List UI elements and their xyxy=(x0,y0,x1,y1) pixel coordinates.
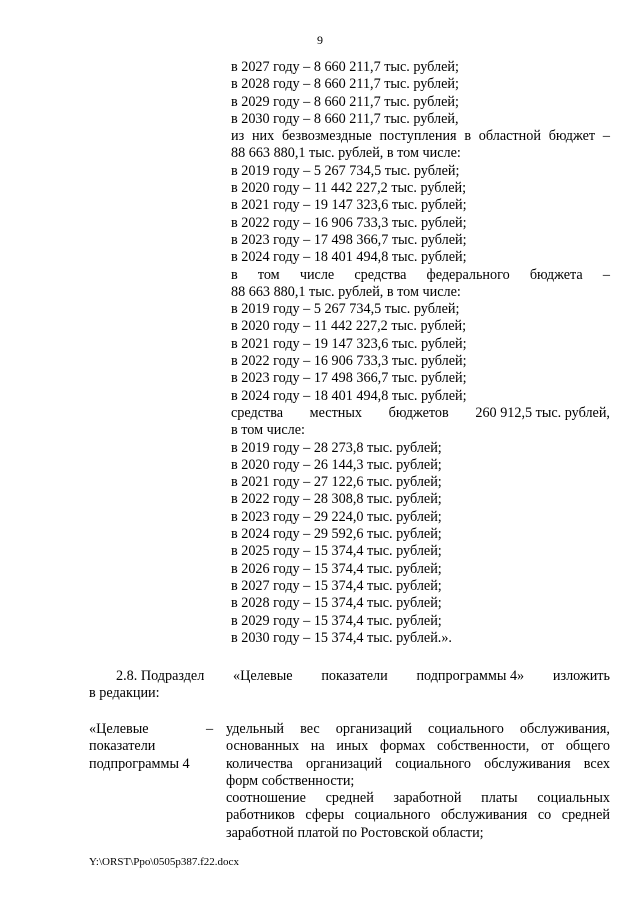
federal-total: 88 663 880,1 тыс. рублей, в том числе: xyxy=(231,283,461,300)
word: средства xyxy=(231,404,284,421)
word: собственности, xyxy=(437,738,530,755)
word: организаций xyxy=(305,755,383,772)
word: количества xyxy=(226,755,293,772)
year-line: в 2027 году – 8 660 211,7 тыс. рублей; xyxy=(231,59,459,75)
word: основанных xyxy=(226,738,300,755)
word: платы xyxy=(481,790,518,807)
word: – xyxy=(602,128,610,145)
year-line: в 2024 году – 29 592,6 тыс. рублей; xyxy=(231,526,442,543)
word: обслуживания, xyxy=(519,721,610,737)
word: на xyxy=(310,738,325,755)
section-first-line xyxy=(89,668,610,685)
word: от xyxy=(541,738,555,755)
word: социального xyxy=(395,755,471,772)
word: сферы xyxy=(305,807,344,824)
word: вес xyxy=(300,721,320,737)
word: социального xyxy=(354,807,431,824)
word: в xyxy=(231,266,238,283)
word: средней xyxy=(325,790,374,807)
word: социального xyxy=(428,721,504,737)
year-line: в 2030 году – 8 660 211,7 тыс. рублей, xyxy=(231,110,459,127)
word: общего xyxy=(565,738,610,755)
target-2-last-line: заработной платой по Ростовской области; xyxy=(226,824,484,841)
section-second-line: в редакции: xyxy=(89,685,160,702)
label-line: «Целевые xyxy=(89,721,149,737)
local-heading xyxy=(231,405,610,422)
label-line: показатели xyxy=(89,738,156,755)
year-line: в 2019 году – 28 273,8 тыс. рублей; xyxy=(231,439,442,456)
word: со xyxy=(537,807,552,824)
word: работников xyxy=(226,807,295,824)
word: безвозмездные xyxy=(282,128,372,145)
funding-column xyxy=(231,59,610,647)
word: местных xyxy=(309,404,363,421)
targets-dash: – xyxy=(206,721,214,737)
year-line: в 2021 году – 19 147 323,6 тыс. рублей; xyxy=(231,335,467,352)
label-line: подпрограммы 4 xyxy=(89,755,190,772)
word: в xyxy=(464,128,472,145)
year-line: в 2021 году – 19 147 323,6 тыс. рублей; xyxy=(231,197,467,214)
word: бюджетов xyxy=(388,404,449,421)
word: подпрограммы 4» xyxy=(416,668,525,684)
word: организаций xyxy=(335,721,412,737)
target-1-last-line: форм собственности; xyxy=(226,772,355,789)
word: изложить xyxy=(552,668,610,684)
year-line: в 2028 году – 8 660 211,7 тыс. рублей; xyxy=(231,76,459,93)
word: средней xyxy=(561,807,610,824)
year-line: в 2021 году – 27 122,6 тыс. рублей; xyxy=(231,474,442,491)
word: 2.8. Подраздел xyxy=(116,668,205,684)
word: социальных xyxy=(537,790,610,807)
year-line: в 2025 году – 15 374,4 тыс. рублей; xyxy=(231,543,442,560)
word: обслуживания xyxy=(484,755,571,772)
word: соотношение xyxy=(226,790,306,807)
year-line: в 2023 году – 17 498 366,7 тыс. рублей; xyxy=(231,231,467,248)
word: «Целевые xyxy=(233,668,293,684)
target-2-line xyxy=(226,807,610,824)
federal-heading xyxy=(231,267,610,284)
target-1-line xyxy=(226,721,610,738)
year-line: в 2029 году – 15 374,4 тыс. рублей; xyxy=(231,612,442,629)
year-line: в 2029 году – 8 660 211,7 тыс. рублей; xyxy=(231,93,459,110)
word: том xyxy=(257,266,280,283)
word: числе xyxy=(299,266,335,283)
target-1-line xyxy=(226,738,610,755)
word: заработной xyxy=(393,790,462,807)
year-line: в 2019 году – 5 267 734,5 тыс. рублей; xyxy=(231,162,460,179)
gratuitous-heading xyxy=(231,128,610,145)
word: иных xyxy=(336,738,369,755)
word: – xyxy=(602,266,610,283)
year-line: в 2022 году – 16 906 733,3 тыс. рублей; xyxy=(231,353,467,370)
year-line: в 2024 году – 18 401 494,8 тыс. рублей; xyxy=(231,249,467,266)
target-1-line xyxy=(226,756,610,773)
word: удельный xyxy=(226,721,284,737)
file-path-footer: Y:\ORST\Ppo\0505p387.f22.docx xyxy=(89,856,239,868)
year-line: в 2022 году – 28 308,8 тыс. рублей; xyxy=(231,491,442,508)
word: 260 912,5 тыс. рублей, xyxy=(475,404,610,421)
word: обслуживания xyxy=(440,807,528,824)
targets-items xyxy=(226,721,610,842)
word: из xyxy=(231,128,245,145)
year-line: в 2019 году – 5 267 734,5 тыс. рублей; xyxy=(231,301,460,318)
year-line: в 2020 году – 26 144,3 тыс. рублей; xyxy=(231,456,442,473)
word: них xyxy=(251,128,275,145)
word: средства xyxy=(354,266,407,283)
word: бюджета xyxy=(529,266,583,283)
year-line: в 2030 году – 15 374,4 тыс. рублей.». xyxy=(231,629,452,646)
local-total-label: в том числе: xyxy=(231,422,305,439)
year-line: в 2024 году – 18 401 494,8 тыс. рублей; xyxy=(231,387,467,404)
word: всех xyxy=(583,755,610,772)
word: поступления xyxy=(379,128,457,145)
page-number: 9 xyxy=(317,33,323,47)
word: формах xyxy=(379,738,426,755)
target-2-line xyxy=(226,790,610,807)
year-line: в 2028 году – 15 374,4 тыс. рублей; xyxy=(231,595,442,612)
year-line: в 2027 году – 15 374,4 тыс. рублей; xyxy=(231,577,442,594)
section-2-8-paragraph xyxy=(89,668,610,703)
word: федерального xyxy=(426,266,510,283)
year-line: в 2020 году – 11 442 227,2 тыс. рублей; xyxy=(231,318,467,335)
year-line: в 2023 году – 29 224,0 тыс. рублей; xyxy=(231,508,442,525)
gratuitous-total: 88 663 880,1 тыс. рублей, в том числе: xyxy=(231,145,461,162)
year-line: в 2026 году – 15 374,4 тыс. рублей; xyxy=(231,560,442,577)
word: показатели xyxy=(321,668,388,684)
year-line: в 2022 году – 16 906 733,3 тыс. рублей; xyxy=(231,214,467,231)
year-line: в 2020 году – 11 442 227,2 тыс. рублей; xyxy=(231,180,467,197)
word: бюджет xyxy=(548,128,596,145)
year-line: в 2023 году – 17 498 366,7 тыс. рублей; xyxy=(231,370,467,387)
targets-label xyxy=(89,721,201,773)
word: областной xyxy=(478,128,541,145)
